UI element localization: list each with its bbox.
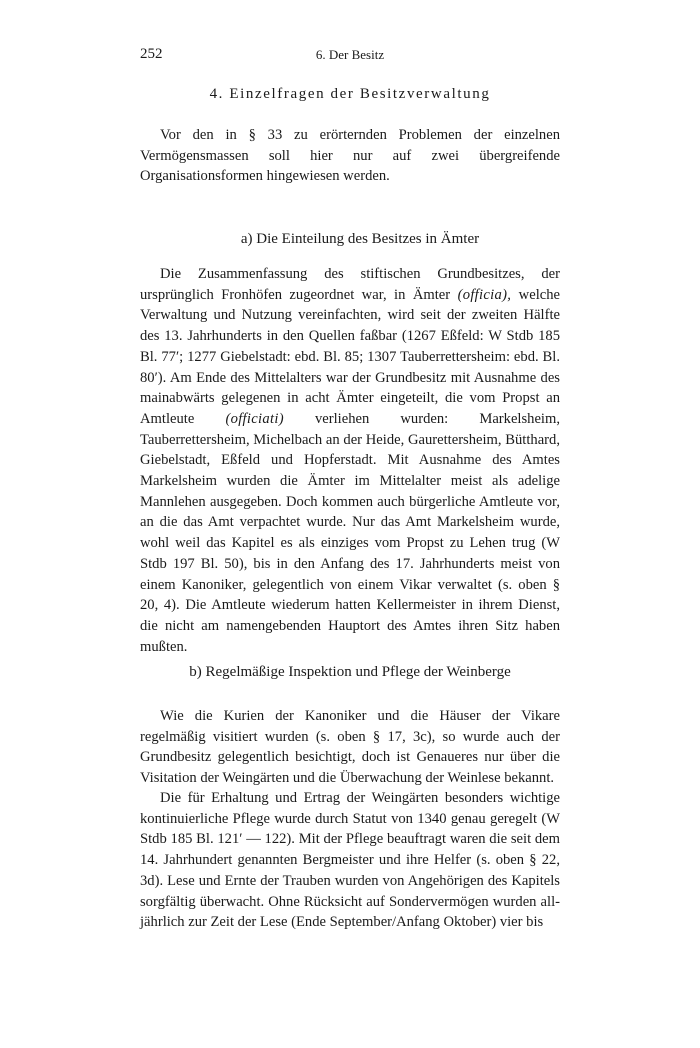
subsection-a-paragraph: [140, 264, 560, 657]
paragraph-text: verliehen wurden: Markelsheim, Tauberrettersheim, Michelbach an der Heide, Gaurettersheim, Bütthard, Giebelstadt, Eßfeld und Hopferstadt. Mit Ausnahme des Amtes Markelsheim wurden die Ämter im Mittelalter meist als adelige Mannlehen ausgegeben. Doch kommen auch bürgerliche Amtleute vor, an die das Amt verpachtet wurde. Nur das Amt Markelsheim wurde, wohl weil das Kapitel es als einziges vom Propst zu Lehen trug (W Stdb 197 Bl. 50), bis in den Anfang des 17. Jahrhunderts meist von einem Kanoniker, gelegentlich von einem Vikar verwaltet (s. oben § 20, 4). Die Amtleute wiederum hatten Kellermeister in ihrem Dienst, die nicht am namengebenden Hauptort des Amtes ihren Sitz haben mußten.: [140, 410, 560, 655]
page-number: 252: [140, 46, 163, 62]
intro-paragraph: Vor den in § 33 zu erörternden Problemen der einzelnen Vermögensmassen soll hier nur auf zwei übergreifende Organisationsformen hingewiesen werden.: [140, 127, 560, 185]
latin-term-officiati: (officiati): [225, 410, 284, 427]
section-heading: 4. Einzelfragen der Besitzverwaltung: [209, 86, 491, 102]
subsection-b-heading: b) Regelmäßige Inspektion und Pflege der Weinberge: [189, 664, 511, 680]
subsection-a-heading: a) Die Einteilung des Besitzes in Ämter: [240, 231, 480, 247]
subsection-b-paragraph-1: Wie die Kurien der Kanoniker und die Häuser der Vikare regelmäßig visitiert wurden (s. oben § 17, 3c), so wurde auch der Grundbesitz gelegentlich besichtigt, doch ist Genaueres nur über die Visitation der Weingärten und die Überwachung der Weinlese bekannt.: [140, 708, 560, 787]
latin-term-officia: (officia),: [457, 286, 512, 303]
running-head: [140, 46, 560, 68]
running-title: 6. Der Besitz: [315, 47, 385, 62]
paragraph-text: welche Verwaltung und Nutzung vereinfachten, wird seit der zweiten Hälfte des 13. Jahrhunderts in den Quellen faßbar (1267 Eßfeld: W Stdb 185 Bl. 77′; 1277 Giebelstadt: ebd. Bl. 85; 1307 Tauberrettersheim: ebd. Bl. 80′). Am Ende des Mittelalters war der Grundbesitz mit Ausnahme des mainabwärts gelegenen in acht Ämter eingeteilt, die vom Propst an Amtleute: [140, 286, 560, 427]
subsection-b-paragraph-2: Die für Erhaltung und Ertrag der Weingärten besonders wichtige kontinuierliche Pflege wurde durch Statut von 1340 genau geregelt (W Stdb 185 Bl. 121′ — 122). Mit der Pflege beauftragt waren die seit dem 14. Jahrhundert genannten Bergmeister und ihre Helfer (s. oben § 22, 3d). Lese und Ernte der Trauben wurden von Angehörigen des Kapitels sorgfältig überwacht. Ohne Rücksicht auf Sondervermögen wurden alljährlich zur Zeit der Lese (Ende September/Anfang Oktober) vier bis: [140, 790, 560, 931]
paragraph-text: Die Zusammenfassung des stiftischen Grundbesitzes, der ursprünglich Fronhöfen zugeordnet war, in Ämter: [140, 266, 560, 303]
